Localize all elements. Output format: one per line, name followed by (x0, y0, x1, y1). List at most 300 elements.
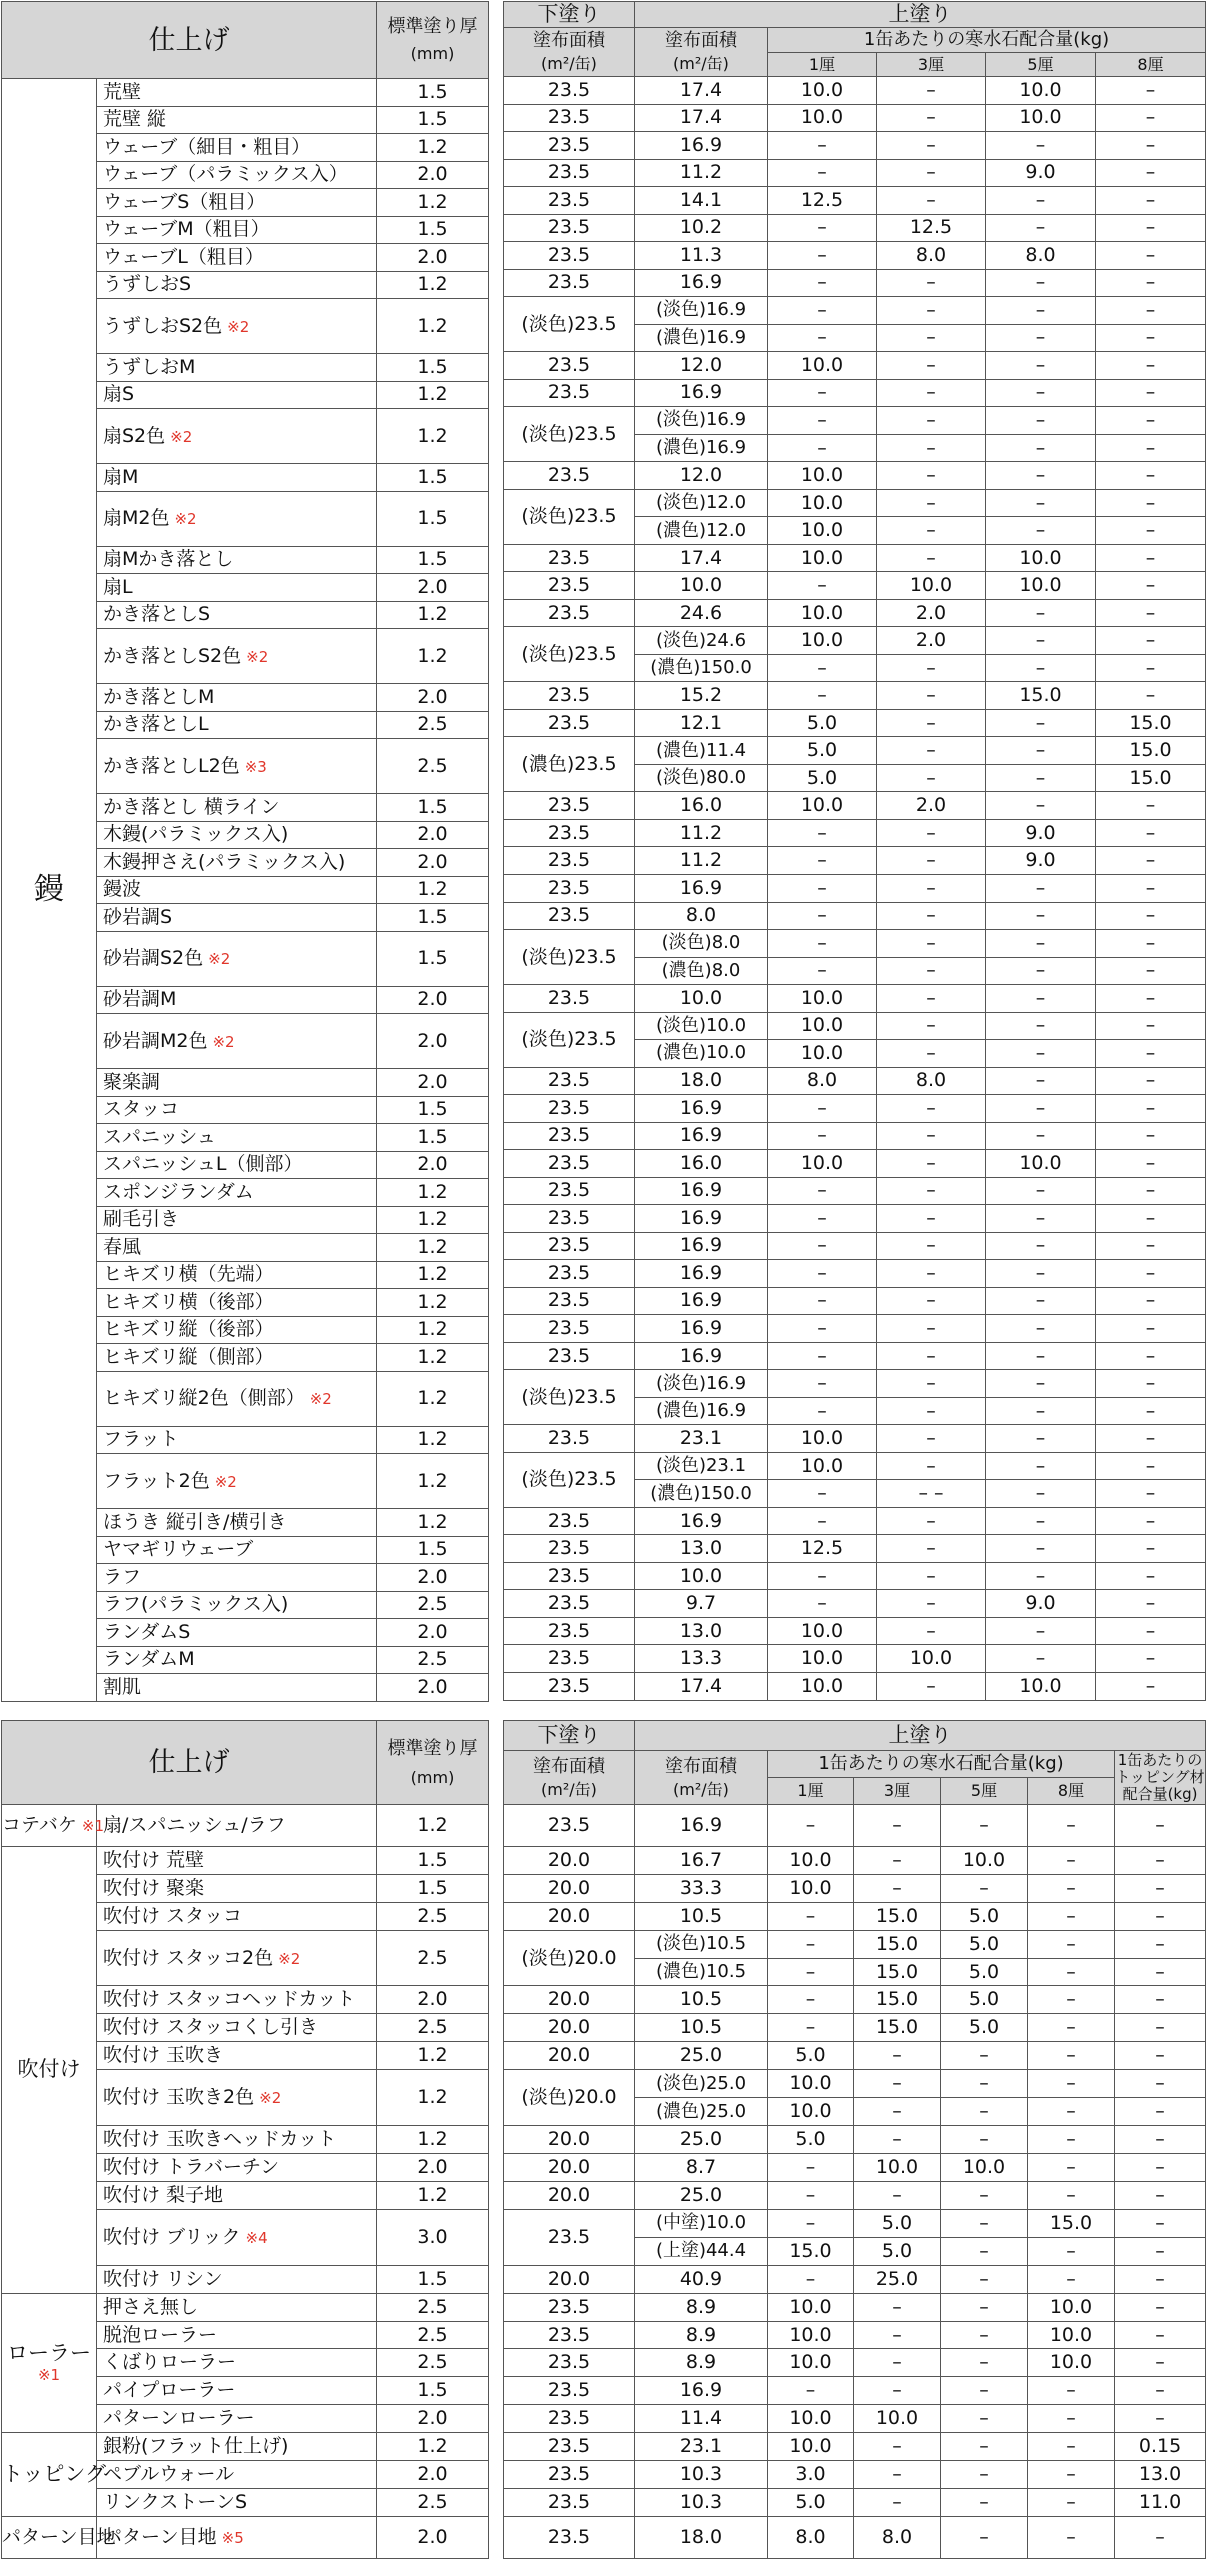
stone-amount: – (986, 187, 1096, 215)
stone-amount: – (877, 517, 986, 545)
topping-amount: – (1115, 2321, 1206, 2349)
stone-amount: – (877, 875, 986, 903)
table-row (504, 1535, 1206, 1563)
topcoat-area-value: (濃色)12.0 (635, 517, 768, 545)
table-row (504, 1902, 1206, 1930)
stone-amount: 5.0 (941, 2014, 1028, 2042)
topcoat-area-value: (中塗)10.0 (635, 2209, 768, 2237)
topcoat-area-value: (濃色)11.4 (635, 737, 768, 765)
topcoat-area-value: 16.9 (635, 379, 768, 407)
header-row (504, 28, 1206, 53)
stone-amount: – (877, 1425, 986, 1453)
stone-amount: – (854, 2293, 941, 2321)
finish-name-text: パターン目地 (103, 2525, 217, 2548)
finish-name-text: うずしおM (103, 355, 196, 378)
finish-name-text: 扇M (103, 465, 139, 488)
finish-name (97, 409, 377, 464)
stone-amount: – (768, 930, 877, 958)
topcoat-area-value: 16.9 (635, 1315, 768, 1343)
note-mark: ※2 (174, 510, 197, 529)
category-text: ローラー (7, 2340, 91, 2365)
stone-amount: – (986, 214, 1096, 242)
undercoat-area-value: 20.0 (504, 2126, 635, 2154)
stone-amount: 12.5 (768, 1535, 877, 1563)
stone-amount: – (1028, 2265, 1115, 2293)
thickness-value: 1.2 (377, 1344, 489, 1372)
thickness-value: 1.5 (377, 464, 489, 492)
topcoat-area-value: 16.0 (635, 1150, 768, 1178)
thickness-value: 2.5 (377, 1646, 489, 1674)
table-row (504, 2293, 1206, 2321)
stone-amount: 10.0 (768, 1012, 877, 1040)
finish-name (97, 2126, 377, 2154)
stone-amount: – (1028, 2098, 1115, 2126)
thickness-value: 2.5 (377, 2349, 489, 2377)
stone-amount: – (877, 1590, 986, 1618)
stone-amount: – (768, 1260, 877, 1288)
stone-amount: – (1096, 132, 1206, 160)
stone-amount: – (768, 2377, 854, 2405)
finish-name-text: ラフ(パラミックス入) (103, 1593, 289, 1616)
finish-name-text: フラット2色 (103, 1469, 210, 1492)
stone-amount: – (1096, 1177, 1206, 1205)
undercoat-header: 下塗り (504, 2, 635, 28)
stone-amount: – (768, 1562, 877, 1590)
table-row (504, 214, 1206, 242)
stone-amount: – (986, 489, 1096, 517)
undercoat-area-value: 23.5 (504, 187, 635, 215)
undercoat-area-value: 23.5 (504, 682, 635, 710)
finish-name (97, 2070, 377, 2126)
thickness-value: 2.0 (377, 1151, 489, 1179)
stone-amount: 10.0 (768, 1874, 854, 1902)
table-row (504, 1617, 1206, 1645)
finish-name (97, 2209, 377, 2265)
stone-amount: – (877, 379, 986, 407)
stone-amount: – (1096, 1397, 1206, 1425)
area-label: 塗布面積 (665, 30, 737, 52)
table-row (504, 269, 1206, 297)
stone-amount: – (854, 1805, 941, 1847)
stone-amount: 10.0 (768, 1846, 854, 1874)
topcoat-area-value: 10.2 (635, 214, 768, 242)
finish-name (97, 1509, 377, 1537)
table-row (2, 1846, 489, 1874)
stone-amount: 10.0 (986, 572, 1096, 600)
topcoat-area-value: 11.3 (635, 242, 768, 270)
finish-name-text: ウェーブS（粗目） (103, 190, 266, 213)
finish-name (97, 2489, 377, 2517)
stone-amount: – (1096, 1672, 1206, 1700)
finish-name (97, 1371, 377, 1426)
finish-name-text: ウェーブL（粗目） (103, 245, 264, 268)
stone-amount: – (768, 1342, 877, 1370)
stone-amount: – (1096, 187, 1206, 215)
stone-amount: 15.0 (854, 2014, 941, 2042)
category-label (2, 2517, 116, 2559)
finish-name-text: 吹付け スタッコくし引き (103, 2016, 319, 2039)
thickness-value: 1.2 (377, 1206, 489, 1234)
topcoat-area-value: (淡色)25.0 (635, 2070, 768, 2098)
stone-amount: – (877, 819, 986, 847)
table-row (504, 2126, 1206, 2154)
stone-amount: – (941, 2517, 1028, 2559)
undercoat-area-value: 20.0 (504, 2265, 635, 2293)
stone-amount: – (854, 2181, 941, 2209)
finish-name-text: 荒壁 縦 (103, 108, 167, 131)
topcoat-area-value: 8.7 (635, 2154, 768, 2182)
thickness-unit: (mm) (410, 44, 455, 63)
stone-amount: 5.0 (768, 737, 877, 765)
topcoat-area-value: 8.9 (635, 2321, 768, 2349)
stone-amount: – (854, 2321, 941, 2349)
topcoat-area-value: 33.3 (635, 1874, 768, 1902)
finish-name-text: ヒキズリ縦（側部） (103, 1345, 274, 1368)
topcoat-area-value: 9.7 (635, 1590, 768, 1618)
thickness-value: 1.5 (377, 354, 489, 382)
table-row (504, 1370, 1206, 1398)
stone-amount: – (877, 462, 986, 490)
undercoat-area-value: 23.5 (504, 2209, 635, 2265)
stone-amount: – (986, 1370, 1096, 1398)
stone-amount: – (1096, 627, 1206, 655)
finish-name (97, 2321, 377, 2349)
table-row (504, 1562, 1206, 1590)
finish-name (97, 106, 377, 134)
finish-name-text: 吹付け 梨子地 (103, 2183, 224, 2206)
stone-amount: 10.0 (854, 2154, 941, 2182)
stone-amount: – (768, 819, 877, 847)
note-mark: ※2 (208, 950, 231, 969)
finish-name-text: 吹付け リシン (103, 2267, 223, 2290)
stone-amount: 5.0 (768, 2042, 854, 2070)
topping-amount: 0.15 (1115, 2433, 1206, 2461)
undercoat-area-value: 23.5 (504, 2377, 635, 2405)
stone-amount: – (854, 2349, 941, 2377)
stone-amount: – (1028, 2377, 1115, 2405)
thickness-label: 標準塗り厚 (387, 1737, 478, 1759)
stone-amount: – (1096, 1040, 1206, 1068)
topcoat-area-value: 18.0 (635, 2517, 768, 2559)
undercoat-area-value: 23.5 (504, 1260, 635, 1288)
stone-amount: – (877, 1012, 986, 1040)
stone-amount: 10.0 (768, 792, 877, 820)
stone-amount: – (768, 654, 877, 682)
stone-amount: – (1028, 2489, 1115, 2517)
finish-name-text: ヒキズリ横（先端） (103, 1263, 274, 1286)
finish-name (97, 1151, 377, 1179)
stone-amount: – (986, 957, 1096, 985)
thickness-value: 1.2 (377, 2181, 489, 2209)
stone-amount: – (877, 77, 986, 105)
stone-amount: – (768, 297, 877, 325)
stone-amount: – (768, 1287, 877, 1315)
stone-amount: – (986, 379, 1096, 407)
topcoat-area-value: 23.1 (635, 2433, 768, 2461)
finish-name (97, 1454, 377, 1509)
thickness-value: 2.5 (377, 2293, 489, 2321)
table-row (504, 77, 1206, 105)
stone-amount: – (768, 1205, 877, 1233)
stone-amount: 10.0 (768, 985, 877, 1013)
finish-name (97, 1124, 377, 1152)
table-row (504, 2265, 1206, 2293)
category-text: コテバケ (2, 1813, 77, 1836)
finish-name (97, 1179, 377, 1207)
stone-amount: – (877, 985, 986, 1013)
finish-name (97, 189, 377, 217)
thickness-value: 1.5 (377, 491, 489, 546)
thickness-value: 1.5 (377, 546, 489, 574)
stone-amount: – (877, 187, 986, 215)
undercoat-area-value: 20.0 (504, 1902, 635, 1930)
undercoat-area-value: 23.5 (504, 1617, 635, 1645)
stone-amount: – (877, 1122, 986, 1150)
undercoat-area-value: 23.5 (504, 2293, 635, 2321)
undercoat-area-value: (淡色)23.5 (504, 1012, 635, 1067)
table-row (504, 1067, 1206, 1095)
finish-name-text: 銀粉(フラット仕上げ) (103, 2435, 289, 2458)
finish-name-text: 木鏝(パラミックス入) (103, 823, 289, 846)
table-row (504, 544, 1206, 572)
stone-amount: – (986, 1067, 1096, 1095)
finish-name (97, 216, 377, 244)
stone-amount: 8.0 (768, 1067, 877, 1095)
stone-amount: – (877, 1287, 986, 1315)
table-row (504, 242, 1206, 270)
thickness-value: 1.2 (377, 381, 489, 409)
thickness-value: 1.2 (377, 409, 489, 464)
table-row (504, 2433, 1206, 2461)
stone-amount: – (941, 2265, 1028, 2293)
topcoat-area-value: 11.2 (635, 847, 768, 875)
finish-name-text: かき落としL (103, 713, 209, 736)
finish-name-text: 春風 (103, 1235, 142, 1258)
stone-amount: – (877, 764, 986, 792)
table-row (504, 1122, 1206, 1150)
finish-name-text: うずしおS (103, 273, 192, 296)
finish-name (97, 381, 377, 409)
thickness-value: 1.5 (377, 2377, 489, 2405)
table-row (504, 1986, 1206, 2014)
stone-amount: – (986, 1315, 1096, 1343)
stone-amount: – – (877, 1480, 986, 1508)
note-mark: ※2 (227, 317, 250, 336)
stone-amount: – (1096, 930, 1206, 958)
stone-amount: – (1096, 792, 1206, 820)
stone-amount: – (1096, 1535, 1206, 1563)
finish-name (97, 2377, 377, 2405)
stone-amount: – (941, 2237, 1028, 2265)
thickness-value: 2.5 (377, 2321, 489, 2349)
stone-amount: – (768, 214, 877, 242)
stone-amount: – (768, 957, 877, 985)
stone-amount: 9.0 (986, 847, 1096, 875)
table-row (504, 819, 1206, 847)
topcoat-area-value: 40.9 (635, 2265, 768, 2293)
header-row (504, 1721, 1206, 1751)
stone-amount: – (1028, 2181, 1115, 2209)
thickness-value: 1.5 (377, 1874, 489, 1902)
table-row (504, 1012, 1206, 1040)
finish-name (97, 711, 377, 739)
stone-amount: – (768, 847, 877, 875)
finish-name (97, 1014, 377, 1069)
undercoat-area-value: 20.0 (504, 2042, 635, 2070)
finish-name (97, 1674, 377, 1702)
undercoat-area-value: (淡色)23.5 (504, 297, 635, 352)
undercoat-area-value: 23.5 (504, 352, 635, 380)
stone-amount: – (986, 627, 1096, 655)
undercoat-area-value: 23.5 (504, 132, 635, 160)
undercoat-area-value: 23.5 (504, 1590, 635, 1618)
table-row (504, 737, 1206, 765)
stone-amount: – (1096, 572, 1206, 600)
topcoat-area-value: 16.9 (635, 1177, 768, 1205)
table-row (504, 572, 1206, 600)
stone-amount: 15.0 (986, 682, 1096, 710)
stone-amount: – (1096, 1590, 1206, 1618)
stone-amount: – (986, 1617, 1096, 1645)
stone-amount: – (1096, 214, 1206, 242)
thickness-value: 1.2 (377, 1261, 489, 1289)
stone-amount: – (1096, 489, 1206, 517)
finish-name-text: 刷毛引き (103, 1208, 180, 1231)
stone-amount: – (768, 1232, 877, 1260)
thickness-value: 2.5 (377, 739, 489, 794)
finish-name-text: 砂岩調S2色 (103, 947, 204, 970)
stone-amount: – (877, 1507, 986, 1535)
topcoat-area-value: 15.2 (635, 682, 768, 710)
topping-amount: – (1115, 2405, 1206, 2433)
stone-amount: 5.0 (941, 1902, 1028, 1930)
finish-name (97, 821, 377, 849)
topcoat-area-value: 10.3 (635, 2461, 768, 2489)
table-row (504, 1645, 1206, 1673)
stone-amount: 2.0 (877, 627, 986, 655)
undercoat-area-value: 23.5 (504, 1535, 635, 1563)
topcoat-area-value: (淡色)10.0 (635, 1012, 768, 1040)
table-row (504, 2321, 1206, 2349)
stone-amount: 8.0 (768, 2517, 854, 2559)
thickness-value: 2.0 (377, 574, 489, 602)
stone-amount: 5.0 (941, 1930, 1028, 1958)
finish-name-text: ペブルウォール (103, 2463, 235, 2486)
topcoat-area-value: (淡色)16.9 (635, 407, 768, 435)
stone-amount: – (877, 1095, 986, 1123)
topcoat-area-value: 12.1 (635, 709, 768, 737)
stone-amount: 10.0 (768, 1425, 877, 1453)
stone-amount: – (1096, 682, 1206, 710)
stone-amount: – (1096, 847, 1206, 875)
stone-amount: – (768, 572, 877, 600)
finish-name (97, 161, 377, 189)
topcoat-area-value: 10.0 (635, 1562, 768, 1590)
stone-amount: – (986, 324, 1096, 352)
finish-name-text: 扇/スパニッシュ/ラフ (103, 1813, 286, 1836)
thickness-value: 1.2 (377, 1426, 489, 1454)
stone-amount: 25.0 (854, 2265, 941, 2293)
topping-amount: – (1115, 1805, 1206, 1847)
topcoat-area-value: 17.4 (635, 77, 768, 105)
stone-amount: – (941, 2181, 1028, 2209)
stone-amount: – (986, 1287, 1096, 1315)
stone-amount: – (1096, 957, 1206, 985)
stone-amount: – (768, 2181, 854, 2209)
stone-amount: – (768, 1958, 854, 1986)
stone-amount: – (1028, 2433, 1115, 2461)
header-row (2, 2, 489, 79)
stone-amount: – (1028, 1846, 1115, 1874)
stone-amount: – (768, 682, 877, 710)
stone-amount: – (1096, 599, 1206, 627)
finish-name-text: 吹付け スタッコ2色 (103, 1946, 274, 1969)
header-row (2, 1721, 489, 1805)
note-mark: ※5 (221, 2528, 244, 2547)
stone-amount: – (768, 434, 877, 462)
table-row (504, 1425, 1206, 1453)
topcoat-area-value: (濃色)16.9 (635, 324, 768, 352)
thickness-value: 3.0 (377, 2209, 489, 2265)
stone-amount: – (854, 1846, 941, 1874)
stone-amount: – (986, 1095, 1096, 1123)
stone-amount: – (1028, 1902, 1115, 1930)
size-header-rin3: 3厘 (877, 53, 986, 77)
finish-name-text: 吹付け ブリック (103, 2225, 241, 2248)
stone-amount: – (941, 2070, 1028, 2098)
stone-amount: – (877, 159, 986, 187)
topcoat-area-value: (濃色)25.0 (635, 2098, 768, 2126)
stone-amount: – (768, 379, 877, 407)
size-header-rin5: 5厘 (941, 1778, 1028, 1805)
undercoat-area-value: 23.5 (504, 1287, 635, 1315)
topping-header: 1缶あたりのトッピング材配合量(kg) (1115, 1750, 1205, 1804)
undercoat-area-value: 23.5 (504, 1177, 635, 1205)
finish-name (97, 1426, 377, 1454)
stone-amount: – (877, 1397, 986, 1425)
table-row (504, 1846, 1206, 1874)
undercoat-area-value: 23.5 (504, 379, 635, 407)
topcoat-area-value: 16.9 (635, 1095, 768, 1123)
stone-amount: – (986, 1205, 1096, 1233)
finish-name-text: 脱泡ローラー (103, 2323, 218, 2346)
topcoat-area-value: (淡色)16.9 (635, 297, 768, 325)
finish-name-text: くばりローラー (103, 2351, 237, 2374)
stone-amount: 10.0 (986, 544, 1096, 572)
finish-name (97, 2293, 377, 2321)
stone-amount: – (1096, 1095, 1206, 1123)
thickness-value: 1.2 (377, 189, 489, 217)
stone-amount: 5.0 (854, 2209, 941, 2237)
stone-amount: – (1096, 352, 1206, 380)
finish-name-text: ほうき 縦引き/横引き (103, 1510, 287, 1533)
thickness-label: 標準塗り厚 (387, 16, 478, 37)
finish-name (97, 354, 377, 382)
finish-name-text: 吹付け 玉吹きヘッドカット (103, 2128, 337, 2151)
stone-amount: 9.0 (986, 1590, 1096, 1618)
stone-amount: – (768, 1805, 854, 1847)
stone-amount: – (1096, 1232, 1206, 1260)
stone-amount: – (768, 242, 877, 270)
category-label (2, 1805, 104, 1847)
finish-name-text: 扇L (103, 575, 133, 598)
undercoat-area-value: (淡色)23.5 (504, 1452, 635, 1507)
thickness-value: 1.2 (377, 1454, 489, 1509)
thickness-value: 1.5 (377, 106, 489, 134)
finish-name-text: かき落としM (103, 685, 215, 708)
finish-name (97, 1846, 377, 1874)
size-header-rin3: 3厘 (854, 1778, 941, 1805)
